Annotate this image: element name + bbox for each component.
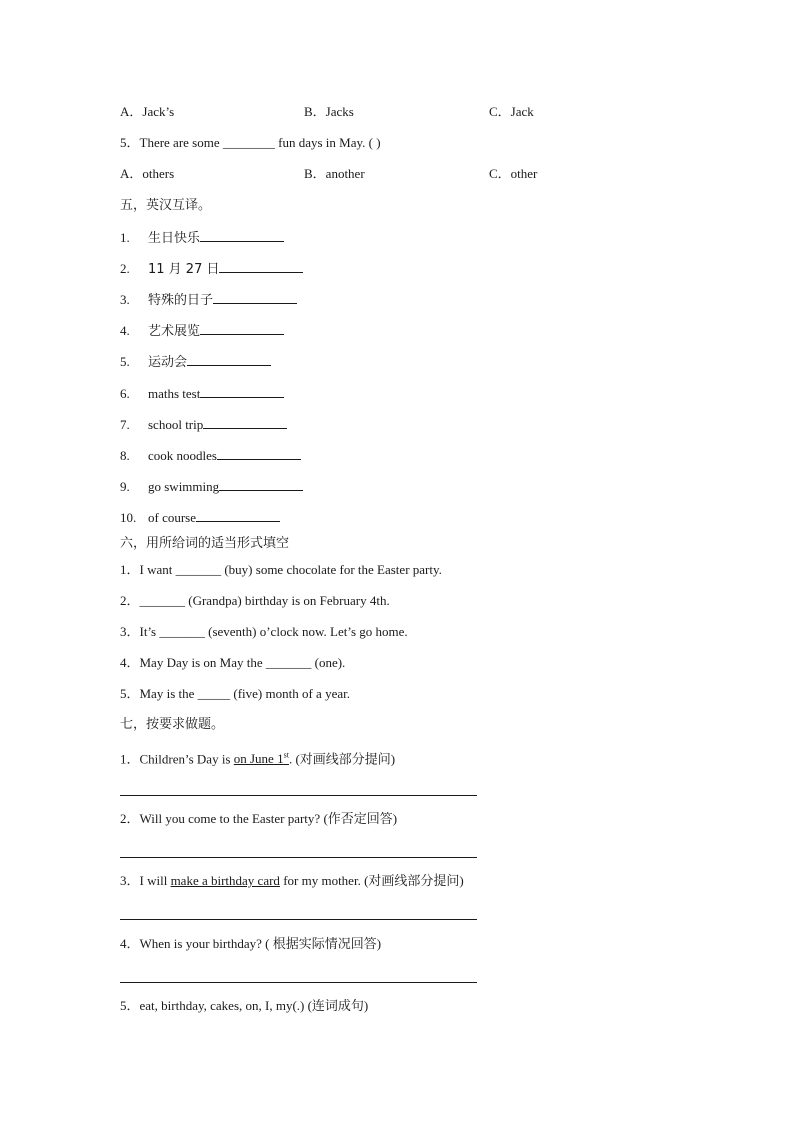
translate-item xyxy=(120,447,301,465)
q3-prefix: 3．I will xyxy=(120,873,171,888)
translate-item xyxy=(120,291,297,310)
q4-option-c: C．Jack xyxy=(489,104,534,119)
q4-option-b: B．Jacks xyxy=(304,104,354,119)
item-text: of course xyxy=(148,510,197,525)
q4-option-a: A．Jack’s xyxy=(120,104,175,119)
translate-item xyxy=(120,416,287,434)
translate-item xyxy=(120,353,271,372)
fill-in-item: 5．May is the _____ (five) month of a year. xyxy=(120,686,350,701)
answer-blank[interactable] xyxy=(219,260,303,273)
item-text: 特殊的日子 xyxy=(148,293,214,308)
q1-prefix: 1．Children’s Day is xyxy=(120,751,234,767)
rewrite-q2: 2．Will you come to the Easter party? (作否定回答) xyxy=(120,811,398,826)
section6-title: 六，用所给词的适当形式填空 xyxy=(120,536,290,551)
item-number: 4. xyxy=(120,323,130,338)
fill-in-item: 4．May Day is on May the _______ (one). xyxy=(120,655,346,670)
q5-option-a: A．others xyxy=(120,166,175,181)
translate-item xyxy=(120,260,303,279)
translate-item xyxy=(120,478,303,496)
q1-suffix: . (对画线部分提问) xyxy=(288,751,396,767)
item-text: 生日快乐 xyxy=(148,231,201,246)
translate-item xyxy=(120,509,280,527)
item-number: 3. xyxy=(120,292,130,307)
q1-underlined xyxy=(234,751,289,766)
item-text: cook noodles xyxy=(148,448,217,463)
answer-blank[interactable] xyxy=(217,447,301,460)
section7-title: 七，按要求做题。 xyxy=(120,717,225,732)
answer-blank[interactable] xyxy=(203,416,287,429)
item-text: 11 月 27 日 xyxy=(148,262,220,277)
q3-suffix: for my mother. (对画线部分提问) xyxy=(279,873,464,888)
item-number: 6. xyxy=(120,386,130,401)
fill-in-item: 2．_______ (Grandpa) birthday is on February 4th. xyxy=(120,593,390,608)
q1-underlined-text: on June 1 xyxy=(233,751,284,767)
translate-item xyxy=(120,229,284,248)
answer-line[interactable] xyxy=(120,795,477,796)
answer-blank[interactable] xyxy=(187,353,271,366)
item-text: 运动会 xyxy=(148,355,188,370)
answer-line[interactable] xyxy=(120,857,477,858)
rewrite-q4: 4．When is your birthday? ( 根据实际情况回答) xyxy=(120,936,382,951)
fill-in-item: 1．I want _______ (buy) some chocolate for the Easter party. xyxy=(120,562,442,577)
rewrite-q5: 5．eat, birthday, cakes, on, I, my(.) (连词成句) xyxy=(120,998,369,1013)
item-number: 7. xyxy=(120,417,130,432)
translate-item xyxy=(120,385,284,403)
answer-line[interactable] xyxy=(120,982,477,983)
rewrite-q3 xyxy=(120,872,464,890)
fill-in-item: 3．It’s _______ (seventh) o’clock now. Let’s go home. xyxy=(120,624,408,639)
item-number: 9. xyxy=(120,479,130,494)
answer-blank[interactable] xyxy=(213,291,297,304)
q5-option-b: B．another xyxy=(304,166,365,181)
rewrite-q1 xyxy=(120,747,395,768)
q5-option-c: C．other xyxy=(489,166,538,181)
item-number: 10. xyxy=(120,510,137,525)
item-text: maths test xyxy=(148,386,201,401)
section5-title: 五，英汉互译。 xyxy=(120,198,212,213)
answer-blank[interactable] xyxy=(200,322,284,335)
answer-blank[interactable] xyxy=(200,229,284,242)
item-number: 8. xyxy=(120,448,130,463)
q1-superscript: st xyxy=(283,751,289,760)
answer-blank[interactable] xyxy=(219,478,303,491)
item-number: 2. xyxy=(120,261,130,276)
item-number: 1. xyxy=(120,230,130,245)
item-text: 艺术展览 xyxy=(148,324,201,339)
answer-blank[interactable] xyxy=(200,385,284,398)
item-text: school trip xyxy=(148,417,204,432)
translate-item xyxy=(120,322,284,341)
item-number: 5. xyxy=(120,354,130,369)
answer-blank[interactable] xyxy=(196,509,280,522)
item-text: go swimming xyxy=(148,479,220,494)
q5-text: 5．There are some ________ fun days in May. ( ) xyxy=(120,135,381,150)
q3-underlined: make a birthday card xyxy=(170,873,280,888)
answer-line[interactable] xyxy=(120,919,477,920)
